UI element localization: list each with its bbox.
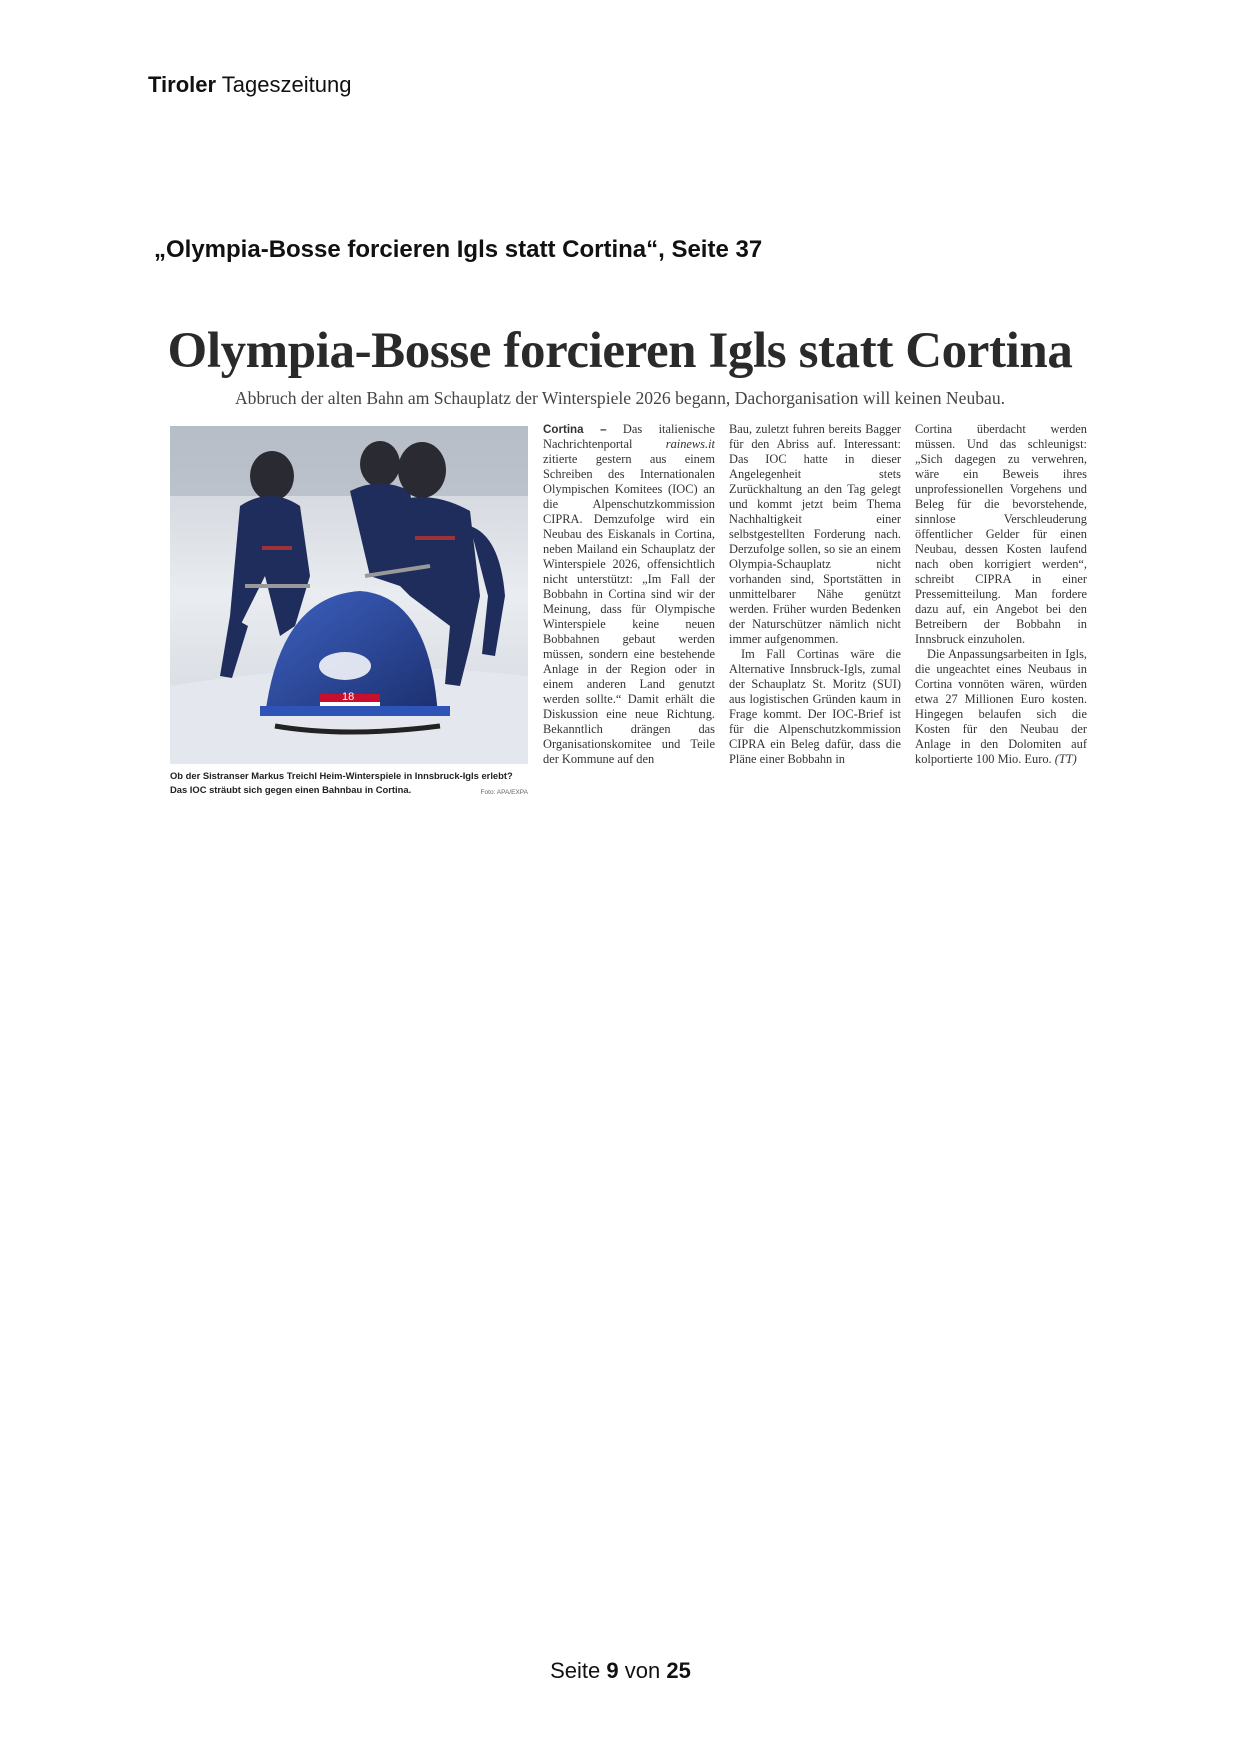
brand-regular: Tageszeitung — [221, 72, 352, 97]
author-signature: (TT) — [1054, 752, 1077, 766]
col2-paragraph-1: Bau, zuletzt fuhren bereits Bagger für den Abriss auf. Interessant: Das IOC hatte in dieser Angelegenheit stets Zurückhaltung an den Tag gelegt und kommt jetzt beim Thema Nachhaltigkeit einer selbstgestellten Forderung nach. Derzufolge sollen, so sie an einem Olympia-Schauplatz nicht vorhanden sind, Sportstätten in unmittelbarer Nähe genützt werden. Früher wurden Bedenken der Naturschützer nämlich nicht immer aufgenommen. — [729, 422, 901, 646]
total-pages: 25 — [666, 1658, 691, 1683]
article-column-2 — [729, 422, 901, 804]
current-page: 9 — [606, 1658, 619, 1683]
dateline: Cortina – — [543, 423, 607, 436]
footer-prefix: Seite — [550, 1658, 601, 1683]
brand-bold: Tiroler — [148, 72, 217, 97]
col1-text-rest: zitierte gestern aus einem Schreiben des Internationalen Olympischen Komitees (IOC) an die Alpenschutzkommission CIPRA. Demzufolge wird ein Neubau des Eiskanals in Cortina, neben Mailand ein Schauplatz der Winterspiele 2026, offensichtlich nicht unterstützt: „Im Fall der Bobbahn in Cortina sind wir der Meinung, dass für Olympische Winterspiele keine neuen Bobbahnen gebaut werden müssen, sondern eine bestehende Anlage in der Region oder in einem anderen Land genutzt werden sollte.“ Damit erhält die Diskussion eine neue Richtung. Bekanntlich drängen das Organisationskomitee und Teile der Kommune auf den — [543, 452, 715, 766]
col3-paragraph-1: Cortina überdacht werden müssen. Und das schleunigst: „Sich dagegen zu verwehren, wäre ein Beweis ihres unprofessionellen Vorgehens und Beleg für die bevorstehende, sinnlose Verschleuderung öffentlicher Gelder für einen Neubau, dessen Kosten laufend nach oben korrigiert werden“, schreibt CIPRA in einer Pressemitteilung. Man fordere dazu auf, ein Angebot bei den Betreibern der Bobbahn in Innsbruck einzuholen. — [915, 422, 1087, 646]
article-column-3 — [915, 422, 1087, 804]
article-headline: Olympia-Bosse forcieren Igls statt Cortina — [167, 323, 1073, 379]
sled-number: 18 — [342, 691, 355, 703]
caption-text: Ob der Sistranser Markus Treichl Heim-Winterspiele in Innsbruck-Igls erlebt? Das IOC sträubt sich gegen einen Bahnbau in Cortina. — [170, 770, 513, 795]
article-subheadline: Abbruch der alten Bahn am Schauplatz der Winterspiele 2026 begann, Dachorganisation will keinen Neubau. — [234, 388, 1006, 408]
bobsled-photo — [170, 426, 528, 764]
photo-credit: Foto: APA/EXPA — [480, 789, 528, 796]
col1-text-start: Das italienische Nachrichtenportal — [543, 422, 715, 451]
article-column-1 — [543, 422, 715, 804]
source-name: rainews.it — [665, 437, 715, 451]
photo-caption — [170, 769, 528, 800]
page-footer — [0, 1658, 1241, 1684]
reference-title: „Olympia-Bosse forcieren Igls statt Cortina“, Seite 37 — [154, 236, 763, 263]
footer-middle: von — [624, 1658, 661, 1683]
col3-paragraph-2: Die Anpassungsarbeiten in Igls, die ungeachtet eines Neubaus in Cortina vonnöten wären, würden etwa 27 Millionen Euro kosten. Hingegen belaufen sich die Kosten für den Neubau der Anlage in den Dolomiten auf kolportierte 100 Mio. Euro. — [915, 647, 1087, 766]
masthead — [148, 72, 351, 98]
col2-paragraph-2: Im Fall Cortinas wäre die Alternative Innsbruck-Igls, zumal der Schauplatz St. Moritz (SUI) aus logistischen Gründen kaum in Frage kommt. Der IOC-Brief ist für die Alpenschutzkommission CIPRA ein Beleg dafür, dass die Pläne einer Bobbahn in — [729, 647, 901, 766]
